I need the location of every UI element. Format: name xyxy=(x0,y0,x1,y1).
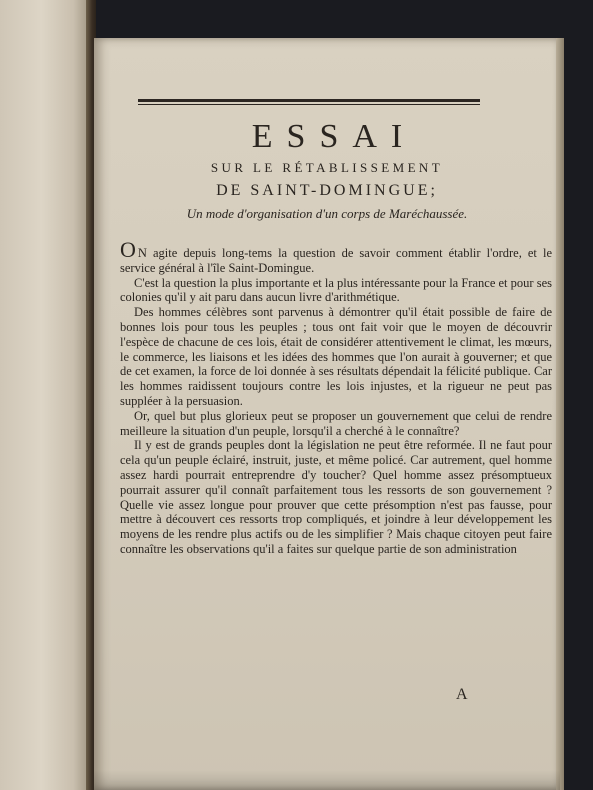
drop-cap: O xyxy=(120,237,136,262)
header-rule xyxy=(138,99,480,102)
subtitle-line-2: DE SAINT-DOMINGUE; xyxy=(216,182,438,199)
paragraph-2: C'est la question la plus importante et la plus intéressante pour la France et pour ses colonies qu'il y ait paru dans aucun livre d'arithmétique. xyxy=(120,275,552,305)
paragraph-text: N agite depuis long-tems la question de savoir comment établir l'ordre, et le service général à l'île Saint-Domingue. xyxy=(120,246,552,275)
left-page-edge xyxy=(0,0,92,790)
paragraph-4: Or, quel but plus glorieux peut se proposer un gouvernement que celui de rendre meilleure la situation d'un peuple, lorsqu'il a cherché à le connaître? xyxy=(120,408,552,438)
book-page xyxy=(94,38,560,790)
paragraph-1 xyxy=(120,237,552,276)
subtitle-line-3: Un mode d'organisation d'un corps de Maréchaussée. xyxy=(186,206,468,221)
page-title: ESSAI xyxy=(251,118,417,155)
subtitle-line-1: SUR LE RÉTABLISSEMENT xyxy=(210,160,444,175)
paragraph-5: Il y est de grands peuples dont la législation ne peut être reformée. Il ne faut pour cela qu'un peuple éclairé, instruit, juste, et même policé. Car autrement, quel homme assez hardi pourrait entreprendre d'y toucher? Quel homme assez présomptueux pourrait assurer qu'il connaît parfaitement tous les ressorts de son gouvernement ? Quelle vie assez longue pour prouver que cette présomption n'est pas fausse, pour mettre à découvert ces ressorts trop compliqués, et joindre à leur développement les moyens de les rendre plus actifs ou de les simplifier ? Mais chaque citoyen peut faire connaître les observations qu'il a faites sur quelque partie de son administration xyxy=(120,438,552,556)
paragraph-3: Des hommes célèbres sont parvenus à démontrer qu'il était possible de faire de bonnes lois pour tous les peuples ; tous ont fait voir que le moyen de découvrir l'espèce de chacune de ces lois, était de considérer attentivement le climat, les mœurs, le commerce, les liaisons et les idées des hommes que l'on aurait à gouverner; et que de cet examen, la force de loi donnée à ses résultats dépendait la félicité publique. Car les hommes raidissent toujours contre les lois injustes, et la rigueur ne peut pas suppléer à la persuasion. xyxy=(120,305,552,408)
header-rule-thin xyxy=(138,104,480,105)
right-page-edge xyxy=(556,38,564,790)
signature-mark: A xyxy=(456,686,468,703)
body-text xyxy=(120,237,552,557)
bottom-shadow xyxy=(94,770,560,790)
